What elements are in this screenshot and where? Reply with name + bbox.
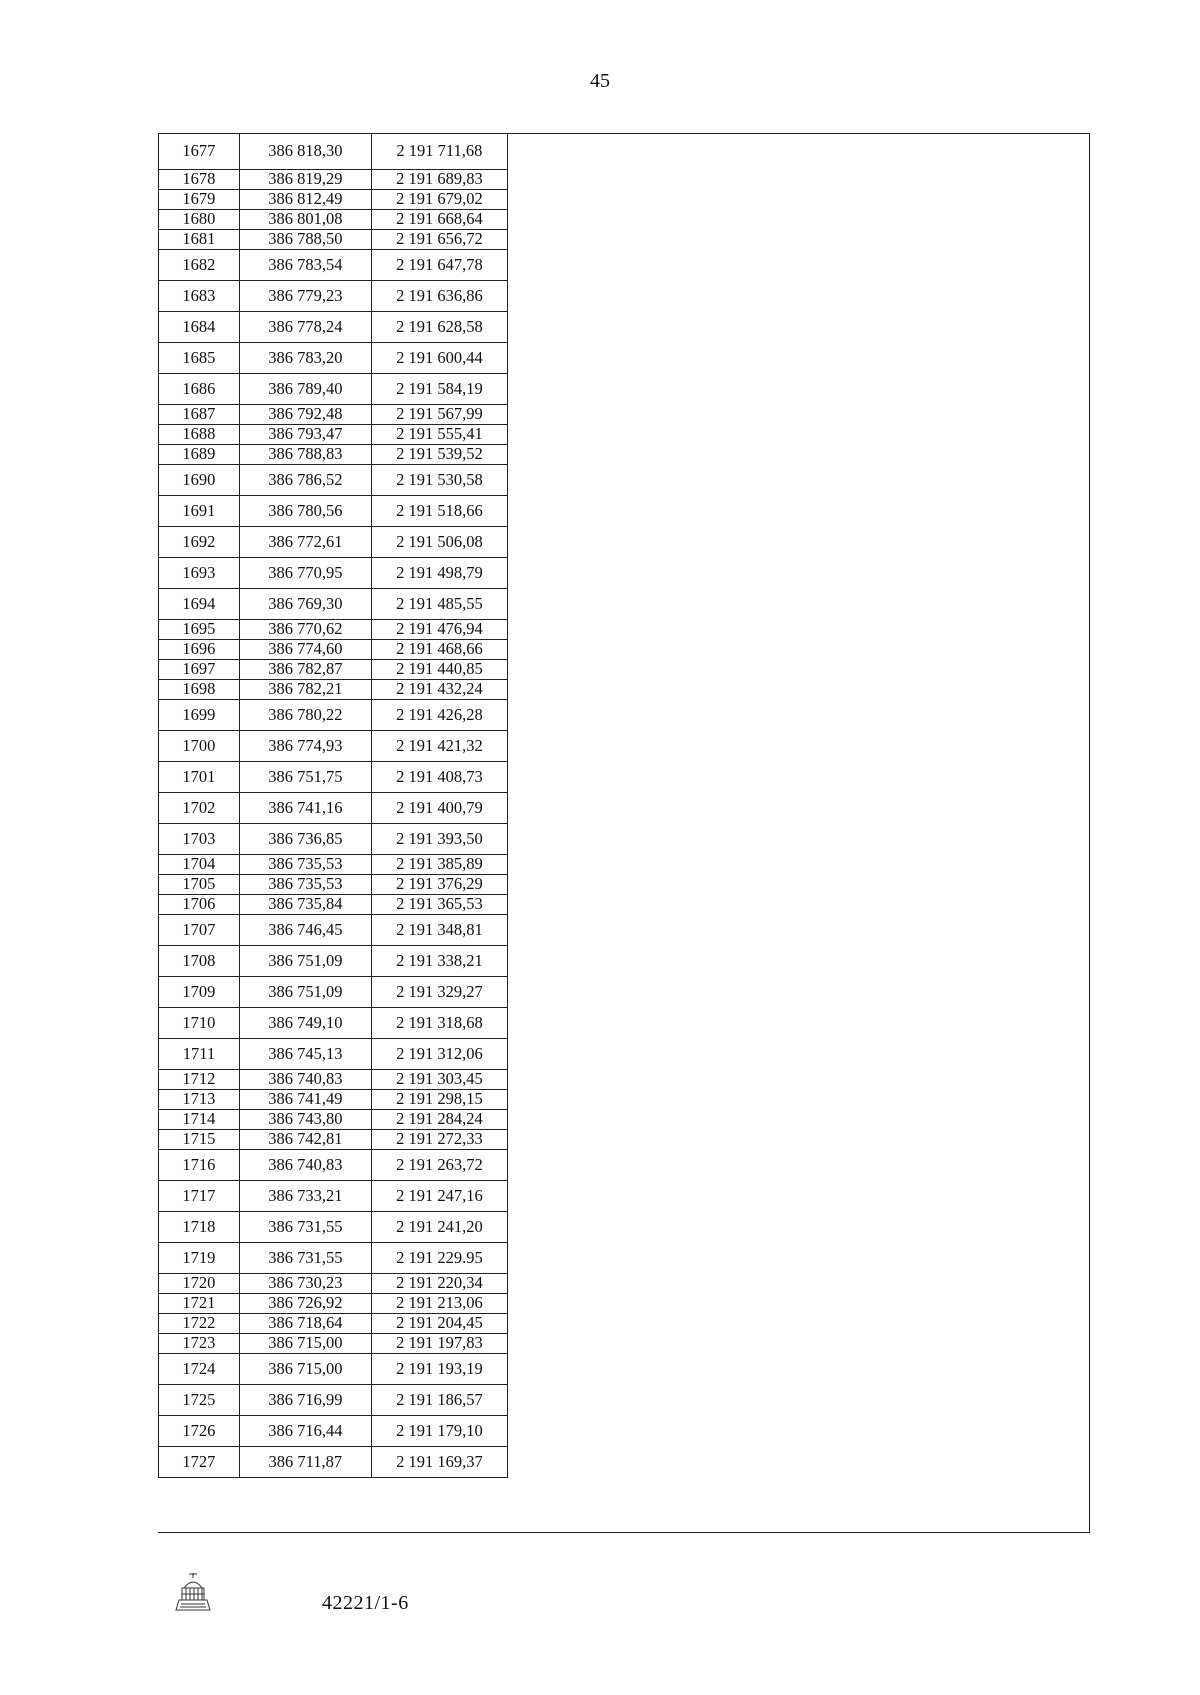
x-coordinate-cell: 386 736,85: [239, 824, 371, 855]
point-number-cell: 1691: [159, 496, 240, 527]
table-row: [159, 312, 508, 343]
point-number-cell: 1684: [159, 312, 240, 343]
x-coordinate-cell: 386 812,49: [239, 190, 371, 210]
point-number-cell: 1713: [159, 1090, 240, 1110]
y-coordinate-cell: 2 191 247,16: [371, 1181, 507, 1212]
table-row: [159, 374, 508, 405]
point-number-cell: 1690: [159, 465, 240, 496]
y-coordinate-cell: 2 191 679,02: [371, 190, 507, 210]
table-row: [159, 527, 508, 558]
x-coordinate-cell: 386 751,09: [239, 977, 371, 1008]
y-coordinate-cell: 2 191 636,86: [371, 281, 507, 312]
table-row: [159, 210, 508, 230]
table-row: [159, 640, 508, 660]
point-number-cell: 1679: [159, 190, 240, 210]
y-coordinate-cell: 2 191 539,52: [371, 445, 507, 465]
page-number: 45: [590, 70, 610, 92]
y-coordinate-cell: 2 191 668,64: [371, 210, 507, 230]
y-coordinate-cell: 2 191 656,72: [371, 230, 507, 250]
table-row: [159, 700, 508, 731]
table-row: [159, 855, 508, 875]
table-row: [159, 1334, 508, 1354]
table-row: [159, 465, 508, 496]
table-row: [159, 660, 508, 680]
point-number-cell: 1689: [159, 445, 240, 465]
point-number-cell: 1705: [159, 875, 240, 895]
x-coordinate-cell: 386 783,54: [239, 250, 371, 281]
point-number-cell: 1680: [159, 210, 240, 230]
x-coordinate-cell: 386 716,44: [239, 1416, 371, 1447]
y-coordinate-cell: 2 191 518,66: [371, 496, 507, 527]
table-row: [159, 793, 508, 824]
point-number-cell: 1703: [159, 824, 240, 855]
table-row: [159, 589, 508, 620]
y-coordinate-cell: 2 191 647,78: [371, 250, 507, 281]
y-coordinate-cell: 2 191 179,10: [371, 1416, 507, 1447]
x-coordinate-cell: 386 780,22: [239, 700, 371, 731]
y-coordinate-cell: 2 191 229.95: [371, 1243, 507, 1274]
point-number-cell: 1682: [159, 250, 240, 281]
y-coordinate-cell: 2 191 348,81: [371, 915, 507, 946]
x-coordinate-cell: 386 731,55: [239, 1243, 371, 1274]
point-number-cell: 1694: [159, 589, 240, 620]
table-row: [159, 1130, 508, 1150]
y-coordinate-cell: 2 191 393,50: [371, 824, 507, 855]
x-coordinate-cell: 386 818,30: [239, 134, 371, 170]
table-row: [159, 425, 508, 445]
point-number-cell: 1701: [159, 762, 240, 793]
point-number-cell: 1702: [159, 793, 240, 824]
x-coordinate-cell: 386 770,62: [239, 620, 371, 640]
x-coordinate-cell: 386 788,83: [239, 445, 371, 465]
point-number-cell: 1683: [159, 281, 240, 312]
table-row: [159, 1416, 508, 1447]
x-coordinate-cell: 386 819,29: [239, 170, 371, 190]
point-number-cell: 1725: [159, 1385, 240, 1416]
point-number-cell: 1716: [159, 1150, 240, 1181]
x-coordinate-cell: 386 735,84: [239, 895, 371, 915]
point-number-cell: 1696: [159, 640, 240, 660]
point-number-cell: 1681: [159, 230, 240, 250]
y-coordinate-cell: 2 191 193,19: [371, 1354, 507, 1385]
table-row: [159, 134, 508, 170]
point-number-cell: 1695: [159, 620, 240, 640]
y-coordinate-cell: 2 191 400,79: [371, 793, 507, 824]
x-coordinate-cell: 386 788,50: [239, 230, 371, 250]
point-number-cell: 1720: [159, 1274, 240, 1294]
point-number-cell: 1697: [159, 660, 240, 680]
x-coordinate-cell: 386 789,40: [239, 374, 371, 405]
table-row: [159, 1070, 508, 1090]
y-coordinate-cell: 2 191 498,79: [371, 558, 507, 589]
x-coordinate-cell: 386 786,52: [239, 465, 371, 496]
x-coordinate-cell: 386 716,99: [239, 1385, 371, 1416]
table-row: [159, 405, 508, 425]
y-coordinate-cell: 2 191 338,21: [371, 946, 507, 977]
point-number-cell: 1709: [159, 977, 240, 1008]
table-row: [159, 1385, 508, 1416]
y-coordinate-cell: 2 191 318,68: [371, 1008, 507, 1039]
y-coordinate-cell: 2 191 241,20: [371, 1212, 507, 1243]
table-row: [159, 824, 508, 855]
table-row: [159, 620, 508, 640]
point-number-cell: 1698: [159, 680, 240, 700]
table-row: [159, 895, 508, 915]
x-coordinate-cell: 386 718,64: [239, 1314, 371, 1334]
point-number-cell: 1693: [159, 558, 240, 589]
point-number-cell: 1678: [159, 170, 240, 190]
x-coordinate-cell: 386 715,00: [239, 1354, 371, 1385]
point-number-cell: 1724: [159, 1354, 240, 1385]
x-coordinate-cell: 386 772,61: [239, 527, 371, 558]
table-row: [159, 343, 508, 374]
table-row: [159, 977, 508, 1008]
point-number-cell: 1726: [159, 1416, 240, 1447]
point-number-cell: 1727: [159, 1447, 240, 1478]
x-coordinate-cell: 386 778,24: [239, 312, 371, 343]
x-coordinate-cell: 386 741,16: [239, 793, 371, 824]
x-coordinate-cell: 386 751,09: [239, 946, 371, 977]
point-number-cell: 1699: [159, 700, 240, 731]
y-coordinate-cell: 2 191 432,24: [371, 680, 507, 700]
y-coordinate-cell: 2 191 263,72: [371, 1150, 507, 1181]
coordinates-table: [158, 133, 508, 1478]
x-coordinate-cell: 386 769,30: [239, 589, 371, 620]
x-coordinate-cell: 386 751,75: [239, 762, 371, 793]
y-coordinate-cell: 2 191 272,33: [371, 1130, 507, 1150]
point-number-cell: 1719: [159, 1243, 240, 1274]
point-number-cell: 1715: [159, 1130, 240, 1150]
point-number-cell: 1711: [159, 1039, 240, 1070]
x-coordinate-cell: 386 740,83: [239, 1150, 371, 1181]
point-number-cell: 1707: [159, 915, 240, 946]
stamp-logo-icon: [172, 1570, 214, 1614]
table-row: [159, 230, 508, 250]
point-number-cell: 1692: [159, 527, 240, 558]
x-coordinate-cell: 386 749,10: [239, 1008, 371, 1039]
table-row: [159, 875, 508, 895]
x-coordinate-cell: 386 743,80: [239, 1110, 371, 1130]
x-coordinate-cell: 386 782,21: [239, 680, 371, 700]
point-number-cell: 1706: [159, 895, 240, 915]
table-row: [159, 190, 508, 210]
y-coordinate-cell: 2 191 298,15: [371, 1090, 507, 1110]
y-coordinate-cell: 2 191 468,66: [371, 640, 507, 660]
x-coordinate-cell: 386 726,92: [239, 1294, 371, 1314]
table-row: [159, 250, 508, 281]
x-coordinate-cell: 386 783,20: [239, 343, 371, 374]
y-coordinate-cell: 2 191 312,06: [371, 1039, 507, 1070]
y-coordinate-cell: 2 191 169,37: [371, 1447, 507, 1478]
table-row: [159, 1243, 508, 1274]
y-coordinate-cell: 2 191 376,29: [371, 875, 507, 895]
x-coordinate-cell: 386 780,56: [239, 496, 371, 527]
x-coordinate-cell: 386 733,21: [239, 1181, 371, 1212]
y-coordinate-cell: 2 191 711,68: [371, 134, 507, 170]
y-coordinate-cell: 2 191 555,41: [371, 425, 507, 445]
point-number-cell: 1687: [159, 405, 240, 425]
table-row: [159, 1314, 508, 1334]
y-coordinate-cell: 2 191 506,08: [371, 527, 507, 558]
y-coordinate-cell: 2 191 385,89: [371, 855, 507, 875]
y-coordinate-cell: 2 191 421,32: [371, 731, 507, 762]
y-coordinate-cell: 2 191 584,19: [371, 374, 507, 405]
table-row: [159, 680, 508, 700]
table-row: [159, 1181, 508, 1212]
x-coordinate-cell: 386 774,60: [239, 640, 371, 660]
coordinates-table-body: [159, 134, 508, 1478]
x-coordinate-cell: 386 742,81: [239, 1130, 371, 1150]
point-number-cell: 1718: [159, 1212, 240, 1243]
table-row: [159, 915, 508, 946]
x-coordinate-cell: 386 774,93: [239, 731, 371, 762]
point-number-cell: 1710: [159, 1008, 240, 1039]
y-coordinate-cell: 2 191 213,06: [371, 1294, 507, 1314]
y-coordinate-cell: 2 191 197,83: [371, 1334, 507, 1354]
table-row: [159, 1090, 508, 1110]
x-coordinate-cell: 386 730,23: [239, 1274, 371, 1294]
y-coordinate-cell: 2 191 365,53: [371, 895, 507, 915]
x-coordinate-cell: 386 715,00: [239, 1334, 371, 1354]
point-number-cell: 1722: [159, 1314, 240, 1334]
table-row: [159, 281, 508, 312]
x-coordinate-cell: 386 711,87: [239, 1447, 371, 1478]
x-coordinate-cell: 386 745,13: [239, 1039, 371, 1070]
point-number-cell: 1717: [159, 1181, 240, 1212]
y-coordinate-cell: 2 191 600,44: [371, 343, 507, 374]
table-row: [159, 1294, 508, 1314]
point-number-cell: 1677: [159, 134, 240, 170]
table-row: [159, 762, 508, 793]
x-coordinate-cell: 386 770,95: [239, 558, 371, 589]
table-row: [159, 558, 508, 589]
document-code: 42221/1-6: [322, 1592, 409, 1614]
x-coordinate-cell: 386 741,49: [239, 1090, 371, 1110]
y-coordinate-cell: 2 191 220,34: [371, 1274, 507, 1294]
y-coordinate-cell: 2 191 329,27: [371, 977, 507, 1008]
table-row: [159, 1039, 508, 1070]
x-coordinate-cell: 386 731,55: [239, 1212, 371, 1243]
y-coordinate-cell: 2 191 628,58: [371, 312, 507, 343]
x-coordinate-cell: 386 735,53: [239, 855, 371, 875]
table-row: [159, 1274, 508, 1294]
table-row: [159, 1008, 508, 1039]
point-number-cell: 1714: [159, 1110, 240, 1130]
table-row: [159, 1354, 508, 1385]
y-coordinate-cell: 2 191 284,24: [371, 1110, 507, 1130]
y-coordinate-cell: 2 191 408,73: [371, 762, 507, 793]
table-row: [159, 496, 508, 527]
x-coordinate-cell: 386 793,47: [239, 425, 371, 445]
table-row: [159, 731, 508, 762]
x-coordinate-cell: 386 782,87: [239, 660, 371, 680]
y-coordinate-cell: 2 191 186,57: [371, 1385, 507, 1416]
point-number-cell: 1708: [159, 946, 240, 977]
y-coordinate-cell: 2 191 440,85: [371, 660, 507, 680]
point-number-cell: 1712: [159, 1070, 240, 1090]
y-coordinate-cell: 2 191 567,99: [371, 405, 507, 425]
table-row: [159, 1150, 508, 1181]
table-row: [159, 1110, 508, 1130]
y-coordinate-cell: 2 191 530,58: [371, 465, 507, 496]
table-row: [159, 170, 508, 190]
point-number-cell: 1686: [159, 374, 240, 405]
x-coordinate-cell: 386 746,45: [239, 915, 371, 946]
point-number-cell: 1721: [159, 1294, 240, 1314]
point-number-cell: 1700: [159, 731, 240, 762]
table-row: [159, 946, 508, 977]
x-coordinate-cell: 386 792,48: [239, 405, 371, 425]
point-number-cell: 1704: [159, 855, 240, 875]
point-number-cell: 1688: [159, 425, 240, 445]
y-coordinate-cell: 2 191 476,94: [371, 620, 507, 640]
table-row: [159, 1212, 508, 1243]
y-coordinate-cell: 2 191 485,55: [371, 589, 507, 620]
point-number-cell: 1685: [159, 343, 240, 374]
table-row: [159, 1447, 508, 1478]
table-row: [159, 445, 508, 465]
point-number-cell: 1723: [159, 1334, 240, 1354]
x-coordinate-cell: 386 735,53: [239, 875, 371, 895]
x-coordinate-cell: 386 801,08: [239, 210, 371, 230]
y-coordinate-cell: 2 191 426,28: [371, 700, 507, 731]
y-coordinate-cell: 2 191 689,83: [371, 170, 507, 190]
y-coordinate-cell: 2 191 303,45: [371, 1070, 507, 1090]
x-coordinate-cell: 386 779,23: [239, 281, 371, 312]
y-coordinate-cell: 2 191 204,45: [371, 1314, 507, 1334]
x-coordinate-cell: 386 740,83: [239, 1070, 371, 1090]
